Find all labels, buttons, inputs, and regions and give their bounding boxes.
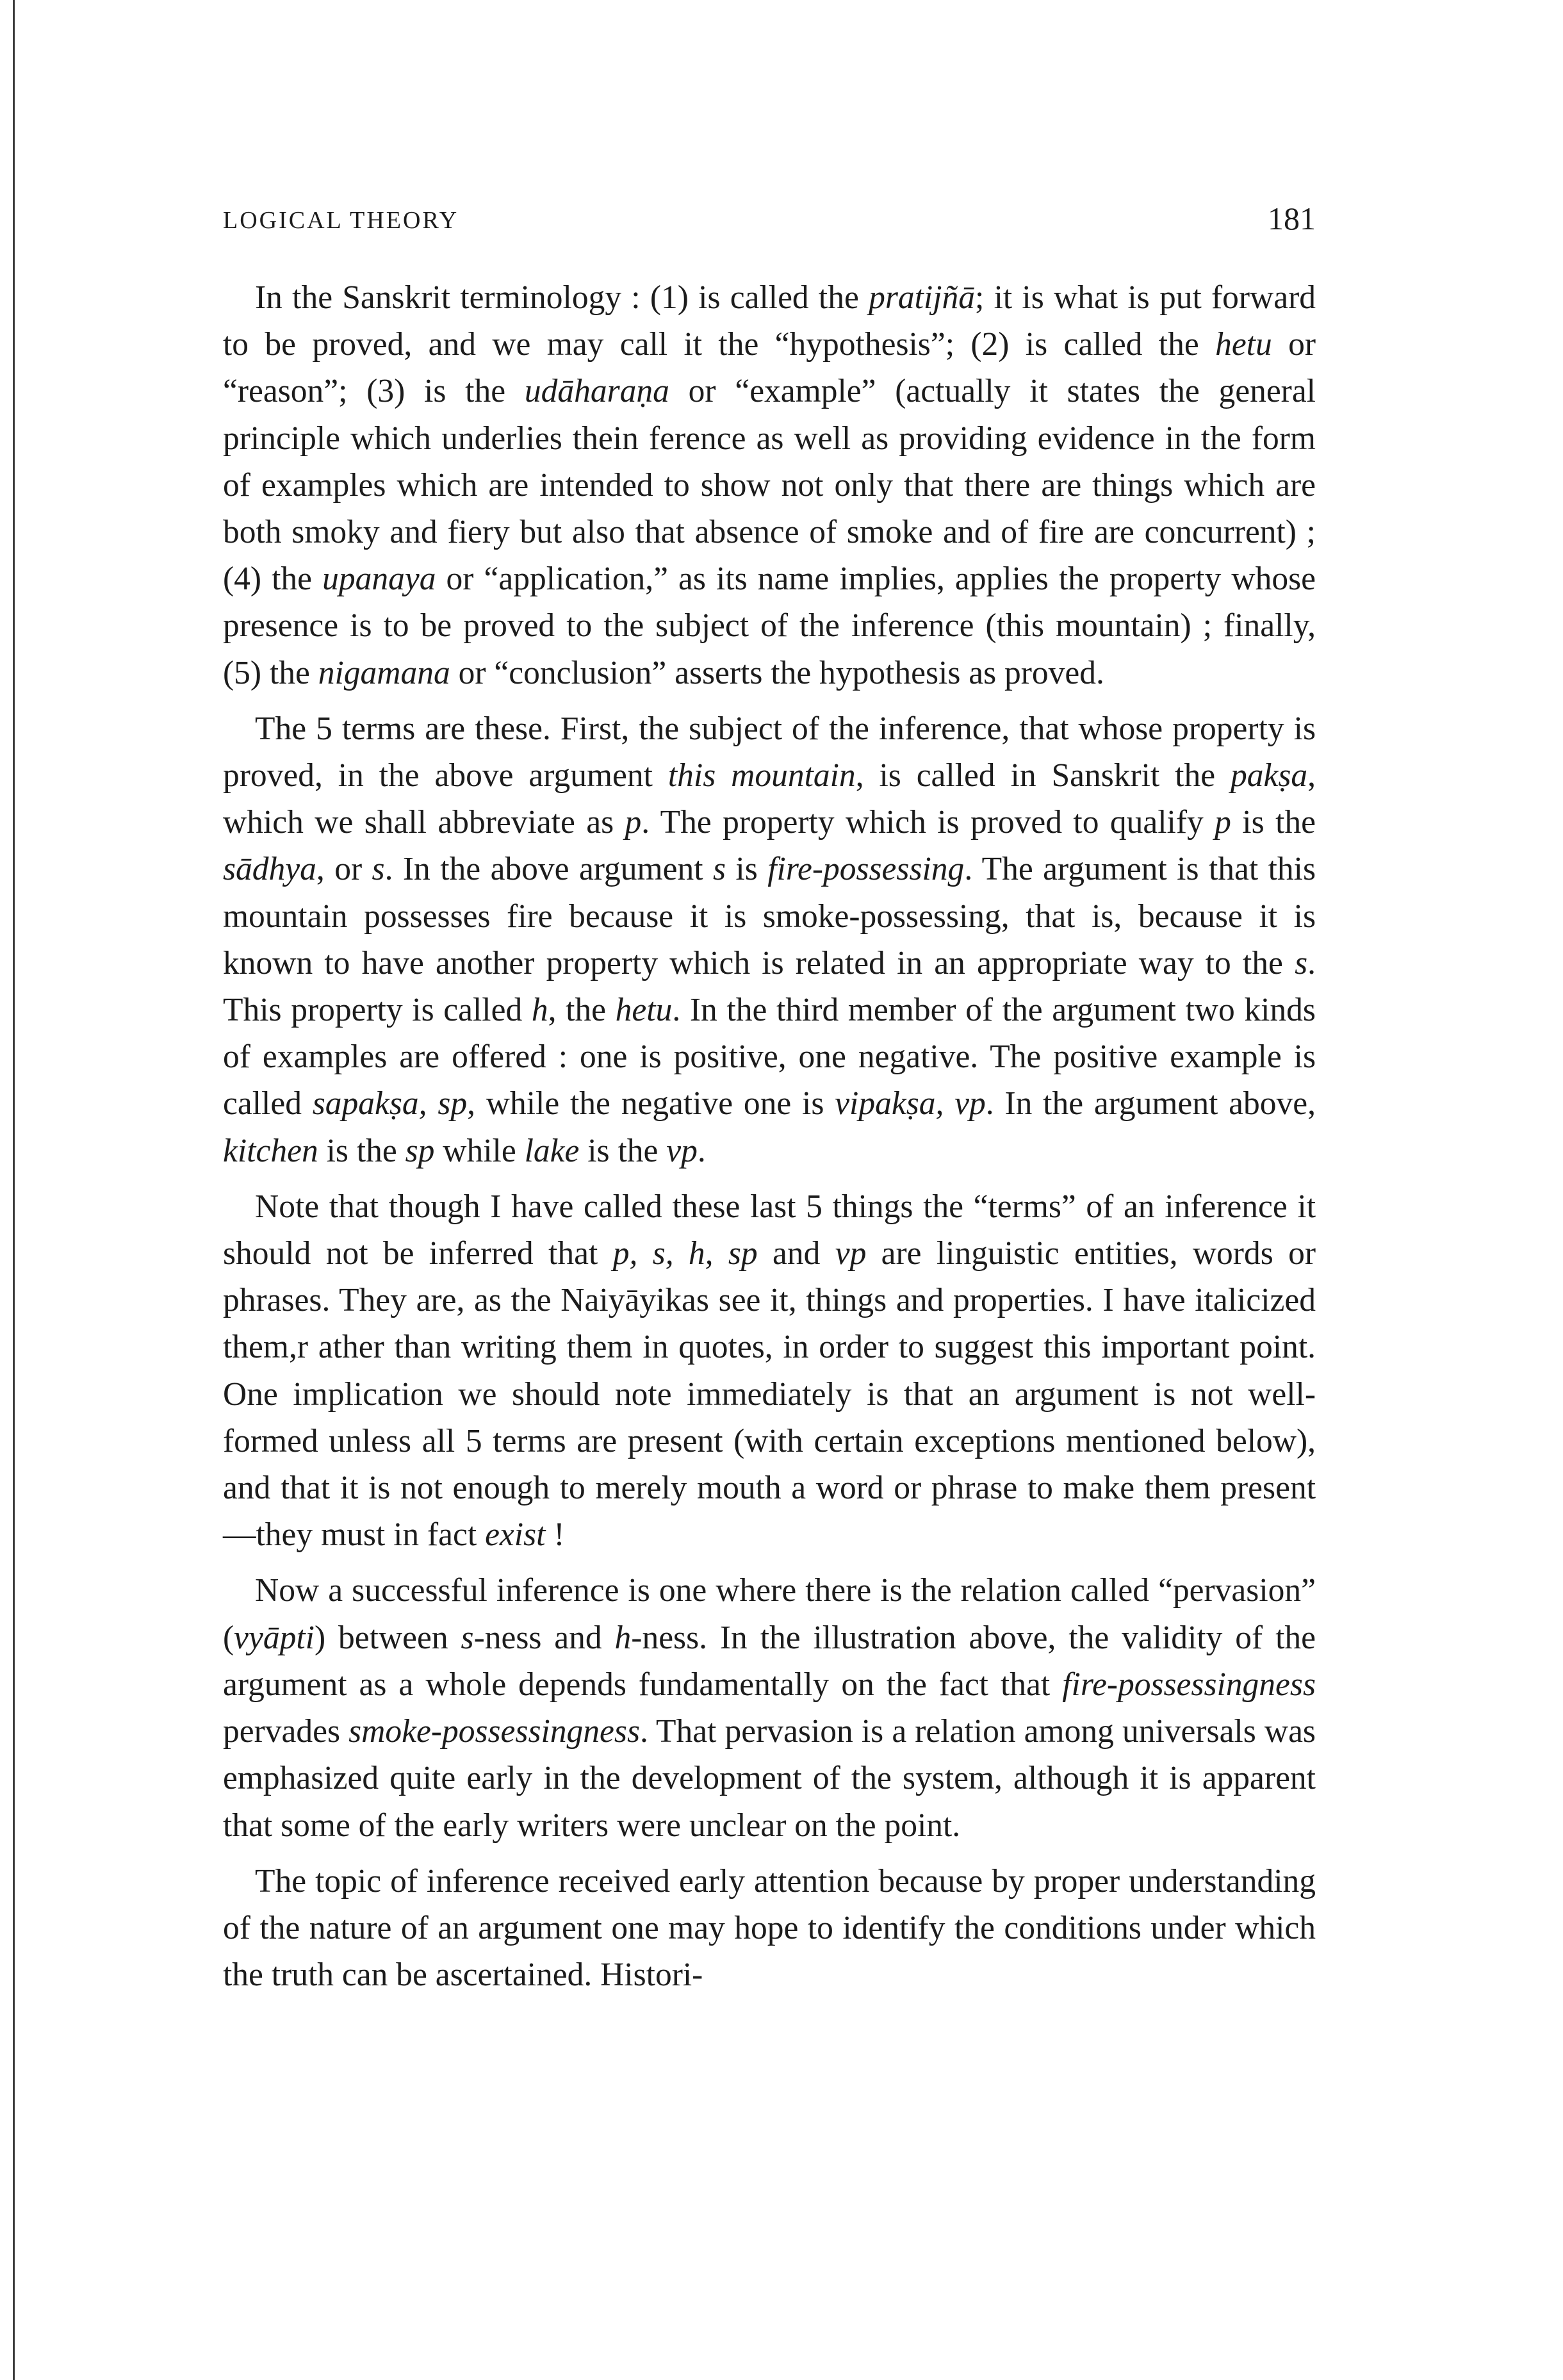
text-run: , the [548,992,616,1029]
italic-term: vipakṣa, vp [835,1085,986,1122]
text-run: . In the argument above, [985,1085,1316,1122]
italic-term: sp [405,1132,435,1169]
italic-term: hetu [615,992,673,1029]
text-run: ) between [315,1619,461,1656]
text-run: or “example” (actually it states the general principle which underlies thein ference as well as providing evidence in the form of examples which are intended to show not only that there are things which are both smoky and fiery but also that absence of smoke and of fire are concurrent) ; (4) the [223,373,1316,598]
text-run: ! [545,1516,565,1554]
paragraph [223,274,1316,696]
italic-term: nigamana [318,654,450,691]
text-run: . In the third member of the argument two kinds of examples are offered : one is positive, one negative. The positive example is called [223,992,1316,1122]
binding-edge [13,0,15,2380]
italic-term: this mountain [667,757,856,794]
body-text [223,274,1316,2007]
text-run: The 5 terms are these. First, the subject of the inference, that whose property is proved, in the above argument [223,710,1316,794]
italic-term: smoke-possessingness [348,1713,640,1750]
italic-term: s [712,851,726,888]
italic-term: h [614,1619,632,1656]
text-run: , is called in Sanskrit the [855,757,1231,794]
italic-term: lake [524,1132,580,1169]
italic-term: vp [835,1235,867,1272]
text-run: or “reason”; (3) is the [223,326,1316,410]
text-run: is the [579,1132,667,1169]
italic-term: fire-possessing [767,851,965,888]
italic-term: h [531,992,548,1029]
text-run: . [697,1132,706,1169]
text-run: is the [1231,804,1316,841]
text-run: are linguistic entities, words or phrases. They are, as the Naiyāyikas see it, things and properties. I have italicized them,r ather than writing them in quotes, in order to suggest this important point. One implication we should note immediately is that an argument is not well-formed unless all 5 terms are present (with certain exceptions mentioned below), and that it is not enough to merely mouth a word or phrase to make them present—they must in fact [223,1235,1316,1554]
paragraph [223,1858,1316,1999]
italic-term: pakṣa [1230,757,1308,794]
italic-term: exist [485,1516,546,1554]
italic-term: s [372,851,385,888]
text-run: . The property which is proved to qualify [641,804,1215,841]
text-run: is the [318,1132,405,1169]
text-run: -ness. In the illustration above, the validity of the argument as a whole depends fundamentally on the fact that [223,1619,1316,1703]
italic-term: pratijñā [869,279,976,316]
text-run: Note that though I have called these last 5 things the “terms” of an inference it should not be inferred that [223,1188,1316,1272]
text-run: In the Sanskrit terminology : (1) is called the [255,279,869,316]
italic-term: udāharaṇa [524,373,669,410]
italic-term: p, s, h, sp [612,1235,758,1272]
page-number: 181 [1268,201,1316,236]
text-run: The topic of inference received early attention because by proper understanding of the nature of an argument one may hope to identify the conditions under which the truth can be ascertained. Histori- [223,1862,1316,1994]
italic-term: s [461,1619,474,1656]
italic-term: s [1295,944,1308,981]
text-run: or “application,” as its name implies, applies the property whose presence is to be proved to the subject of the inference (this mountain) ; finally, (5) the [223,561,1316,691]
italic-term: p [1215,804,1231,841]
text-run: , which we shall abbreviate as [223,757,1316,841]
paragraph [223,705,1316,1174]
italic-term: sapakṣa, sp [312,1085,468,1122]
paragraph [223,1567,1316,1848]
italic-term: sādhya [223,851,316,888]
italic-term: vyāpti [234,1619,315,1656]
running-title: LOGICAL THEORY [223,207,459,234]
text-run: pervades [223,1713,349,1750]
text-run: -ness and [473,1619,615,1656]
text-run: . This property is called [223,944,1316,1029]
text-run: , while the negative one is [467,1085,835,1122]
italic-term: upanaya [322,561,436,598]
text-run: , or [316,851,372,888]
paragraph [223,1183,1316,1559]
running-header [223,200,1316,238]
text-run: while [434,1132,525,1169]
italic-term: vp [666,1132,698,1169]
italic-term: hetu [1215,326,1272,363]
text-run: ; it is what is put forward to be proved, and we may call it the “hypothesis”; (2) is called the [223,279,1316,363]
text-run: and [757,1235,835,1272]
text-run: Now a successful inference is one where there is the relation called “pervasion” ( [223,1572,1316,1656]
text-run: . That pervasion is a relation among universals was emphasized quite early in the development of the system, although it is apparent that some of the early writers were unclear on the point. [223,1713,1316,1844]
text-run: is [726,851,768,888]
text-run: . In the above argument [384,851,713,888]
italic-term: fire-possessingness [1062,1666,1316,1703]
text-run: . The argument is that this mountain possesses fire because it is smoke-possessing, that is, because it is known to have another property which is related in an appropriate way to the [223,851,1316,981]
text-run: or “conclusion” asserts the hypothesis as proved. [450,654,1104,691]
italic-term: p [625,804,642,841]
italic-term: kitchen [223,1132,318,1169]
